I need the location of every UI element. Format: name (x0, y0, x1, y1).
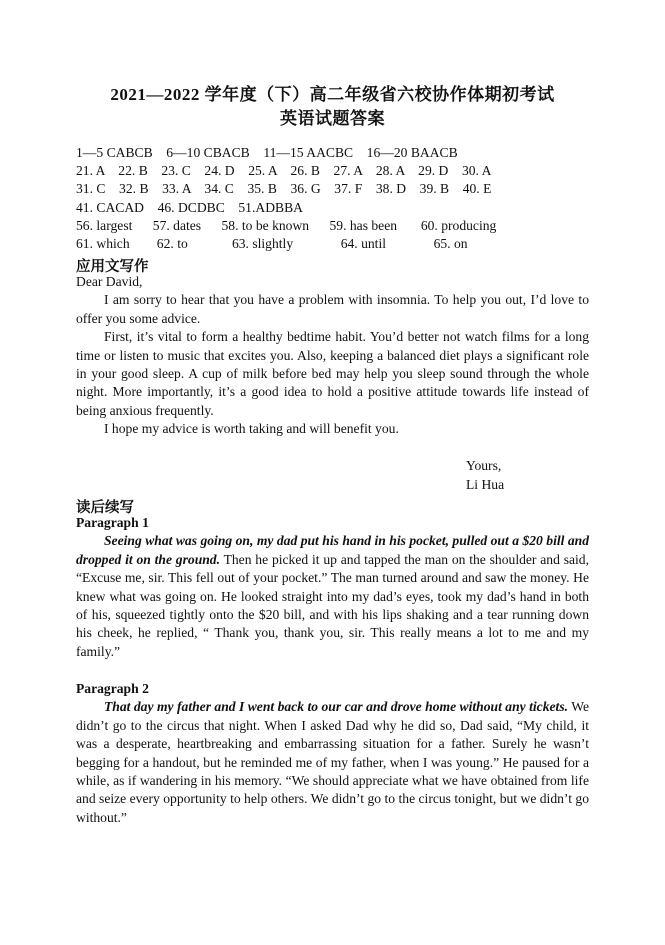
section-heading-writing: 应用文写作 (76, 259, 149, 275)
paragraph-2-label: Paragraph 2 (76, 681, 149, 696)
letter-paragraph-1: I am sorry to hear that you have a problem with insomnia. To help you out, I’d love to offer you some advice. (76, 292, 589, 326)
paragraph-2-text (76, 698, 589, 827)
answer-line-5: 56. largest 57. dates 58. to be known 59. has been 60. producing (76, 218, 497, 233)
letter-body (76, 273, 589, 439)
paragraph-2-lead: That day my father and I went back to our car and drove home without any tickets. (104, 699, 569, 715)
section-heading-continuation: 读后续写 (76, 500, 134, 516)
answer-line-4: 41. CACAD 46. DCDBC 51.ADBBA (76, 200, 303, 215)
paragraph-1-text (76, 532, 589, 661)
document-title: 2021—2022 学年度（下）高二年级省六校协作体期初考试 (110, 85, 555, 104)
paragraph-1-label: Paragraph 1 (76, 515, 149, 530)
answer-line-6: 61. which 62. to 63. slightly 64. until 65. on (76, 236, 468, 251)
letter-greeting: Dear David, (76, 274, 143, 289)
paragraph-2-rest: We didn’t go to the circus that night. When I asked Dad why he did so, Dad said, “My child, it was a desperate, heartbreaking and embarrassing situation for a father. Surely he wasn’t begging for a handout, but he reminded me of my father, when I was young.” He paused for a while, as if wandering in his memory. “We should appreciate what we have obtained from life and seize every opportunity to help others. We didn’t go to the circus tonight, but we didn’t go without.” (76, 699, 589, 825)
letter-closing: Yours, (466, 458, 502, 473)
letter-paragraph-3: I hope my advice is worth taking and will benefit you. (104, 421, 399, 437)
continuation-part-2 (76, 680, 589, 827)
paragraph-1-lead: Seeing what was going on, my dad put his hand in his pocket, pulled out a $20 bill and dropped it on the ground. (76, 533, 589, 567)
continuation-part-1 (76, 514, 589, 661)
answer-line-1: 1—5 CABCB 6—10 CBACB 11—15 AACBC 16—20 BAACB (76, 145, 458, 160)
answer-line-3: 31. C 32. B 33. A 34. C 35. B 36. G 37. F 38. D 39. B 40. E (76, 181, 492, 196)
answer-line-2: 21. A 22. B 23. C 24. D 25. A 26. B 27. A 28. A 29. D 30. A (76, 163, 492, 178)
letter-signature: Li Hua (466, 477, 505, 492)
paragraph-1-rest: Then he picked it up and tapped the man on the shoulder and said, “Excuse me, sir. This fell out of your pocket.” The man turned around and saw the money. He knew what was going on. He looked straight into my dad’s eyes, took my dad’s hand in both of his, squeezed tightly onto the $20 bill, and with his lips shaking and a tear running down his cheek, he replied, “ Thank you, thank you, sir. This really means a lot to me and my family.” (76, 551, 589, 659)
document-subtitle: 英语试题答案 (280, 109, 385, 128)
letter-paragraph-2: First, it’s vital to form a healthy bedtime habit. You’d better not watch films for a long time or listen to music that excites you. Also, keeping a balanced diet plays a significant role in your good sleep. A cup of milk before bed may help you sleep sound through the whole night. More importantly, it’s a good idea to hold a positive attitude towards life instead of being anxious frequently. (76, 329, 589, 418)
